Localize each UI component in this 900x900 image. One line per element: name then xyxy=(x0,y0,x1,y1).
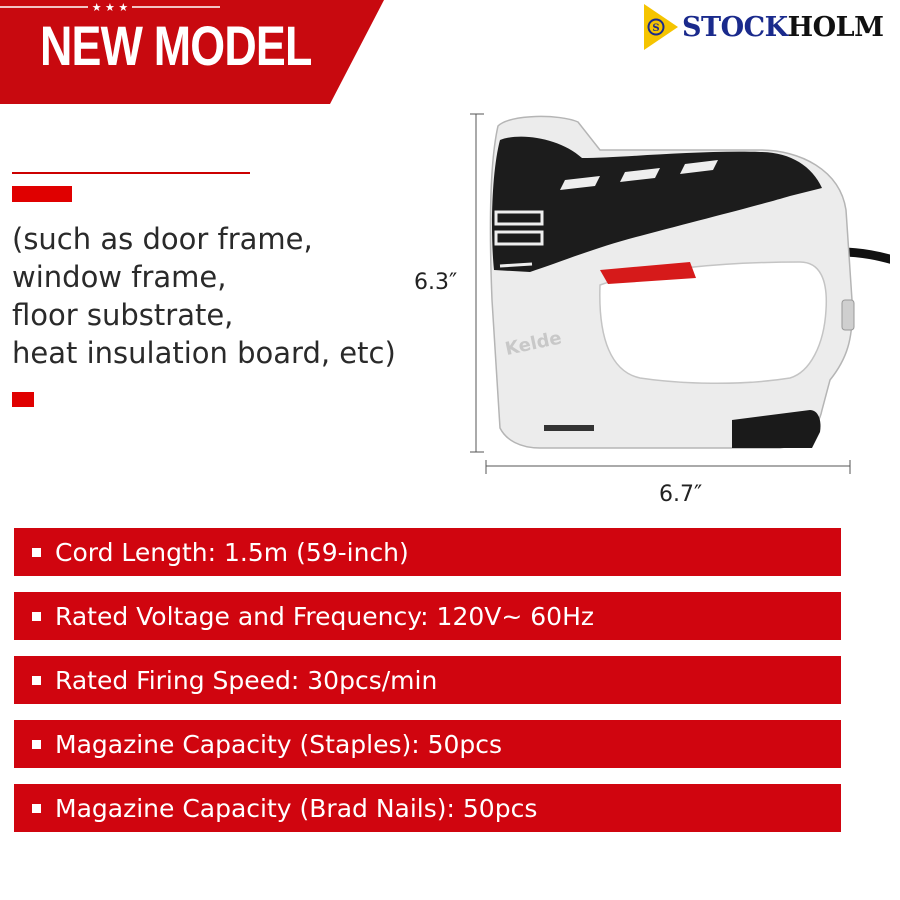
brand-name-part1: STOCK xyxy=(682,12,788,43)
brand-logo xyxy=(638,0,900,54)
spec-row xyxy=(14,592,841,640)
stockholm-logo-icon xyxy=(642,2,680,52)
banner-title: NEW MODEL xyxy=(40,14,312,77)
brand-name xyxy=(682,12,883,43)
spec-row xyxy=(14,656,841,704)
bullet-icon xyxy=(32,612,41,621)
spec-row xyxy=(14,528,841,576)
bullet-icon xyxy=(32,740,41,749)
section-divider-line xyxy=(12,172,250,174)
height-dimension-label: 6.3″ xyxy=(414,270,458,295)
spec-row xyxy=(14,720,841,768)
electric-staple-gun-image xyxy=(470,105,890,485)
section-marker-top xyxy=(12,186,72,202)
spec-label: Magazine Capacity (Staples): 50pcs xyxy=(55,729,503,759)
bullet-icon xyxy=(32,804,41,813)
svg-text:S: S xyxy=(652,23,660,34)
brand-name-part2: HOLM xyxy=(787,12,884,43)
spec-label: Cord Length: 1.5m (59-inch) xyxy=(55,537,409,567)
spec-label: Rated Voltage and Frequency: 120V~ 60Hz xyxy=(55,601,594,631)
bullet-icon xyxy=(32,548,41,557)
spec-label: Magazine Capacity (Brad Nails): 50pcs xyxy=(55,793,538,823)
spec-list xyxy=(14,528,841,848)
new-model-banner xyxy=(0,0,390,104)
svg-text:Kelde: Kelde xyxy=(503,327,564,360)
section-marker-bottom xyxy=(12,392,34,407)
svg-text:★ ★ ★: ★ ★ ★ xyxy=(91,1,129,14)
bullet-icon xyxy=(32,676,41,685)
spec-row xyxy=(14,784,841,832)
width-dimension-label: 6.7″ xyxy=(659,482,703,507)
banner-stars-decoration xyxy=(0,0,220,14)
applications-text: (such as door frame, window frame, floor substrate, heat insulation board, etc) xyxy=(12,222,396,370)
spec-label: Rated Firing Speed: 30pcs/min xyxy=(55,665,438,695)
